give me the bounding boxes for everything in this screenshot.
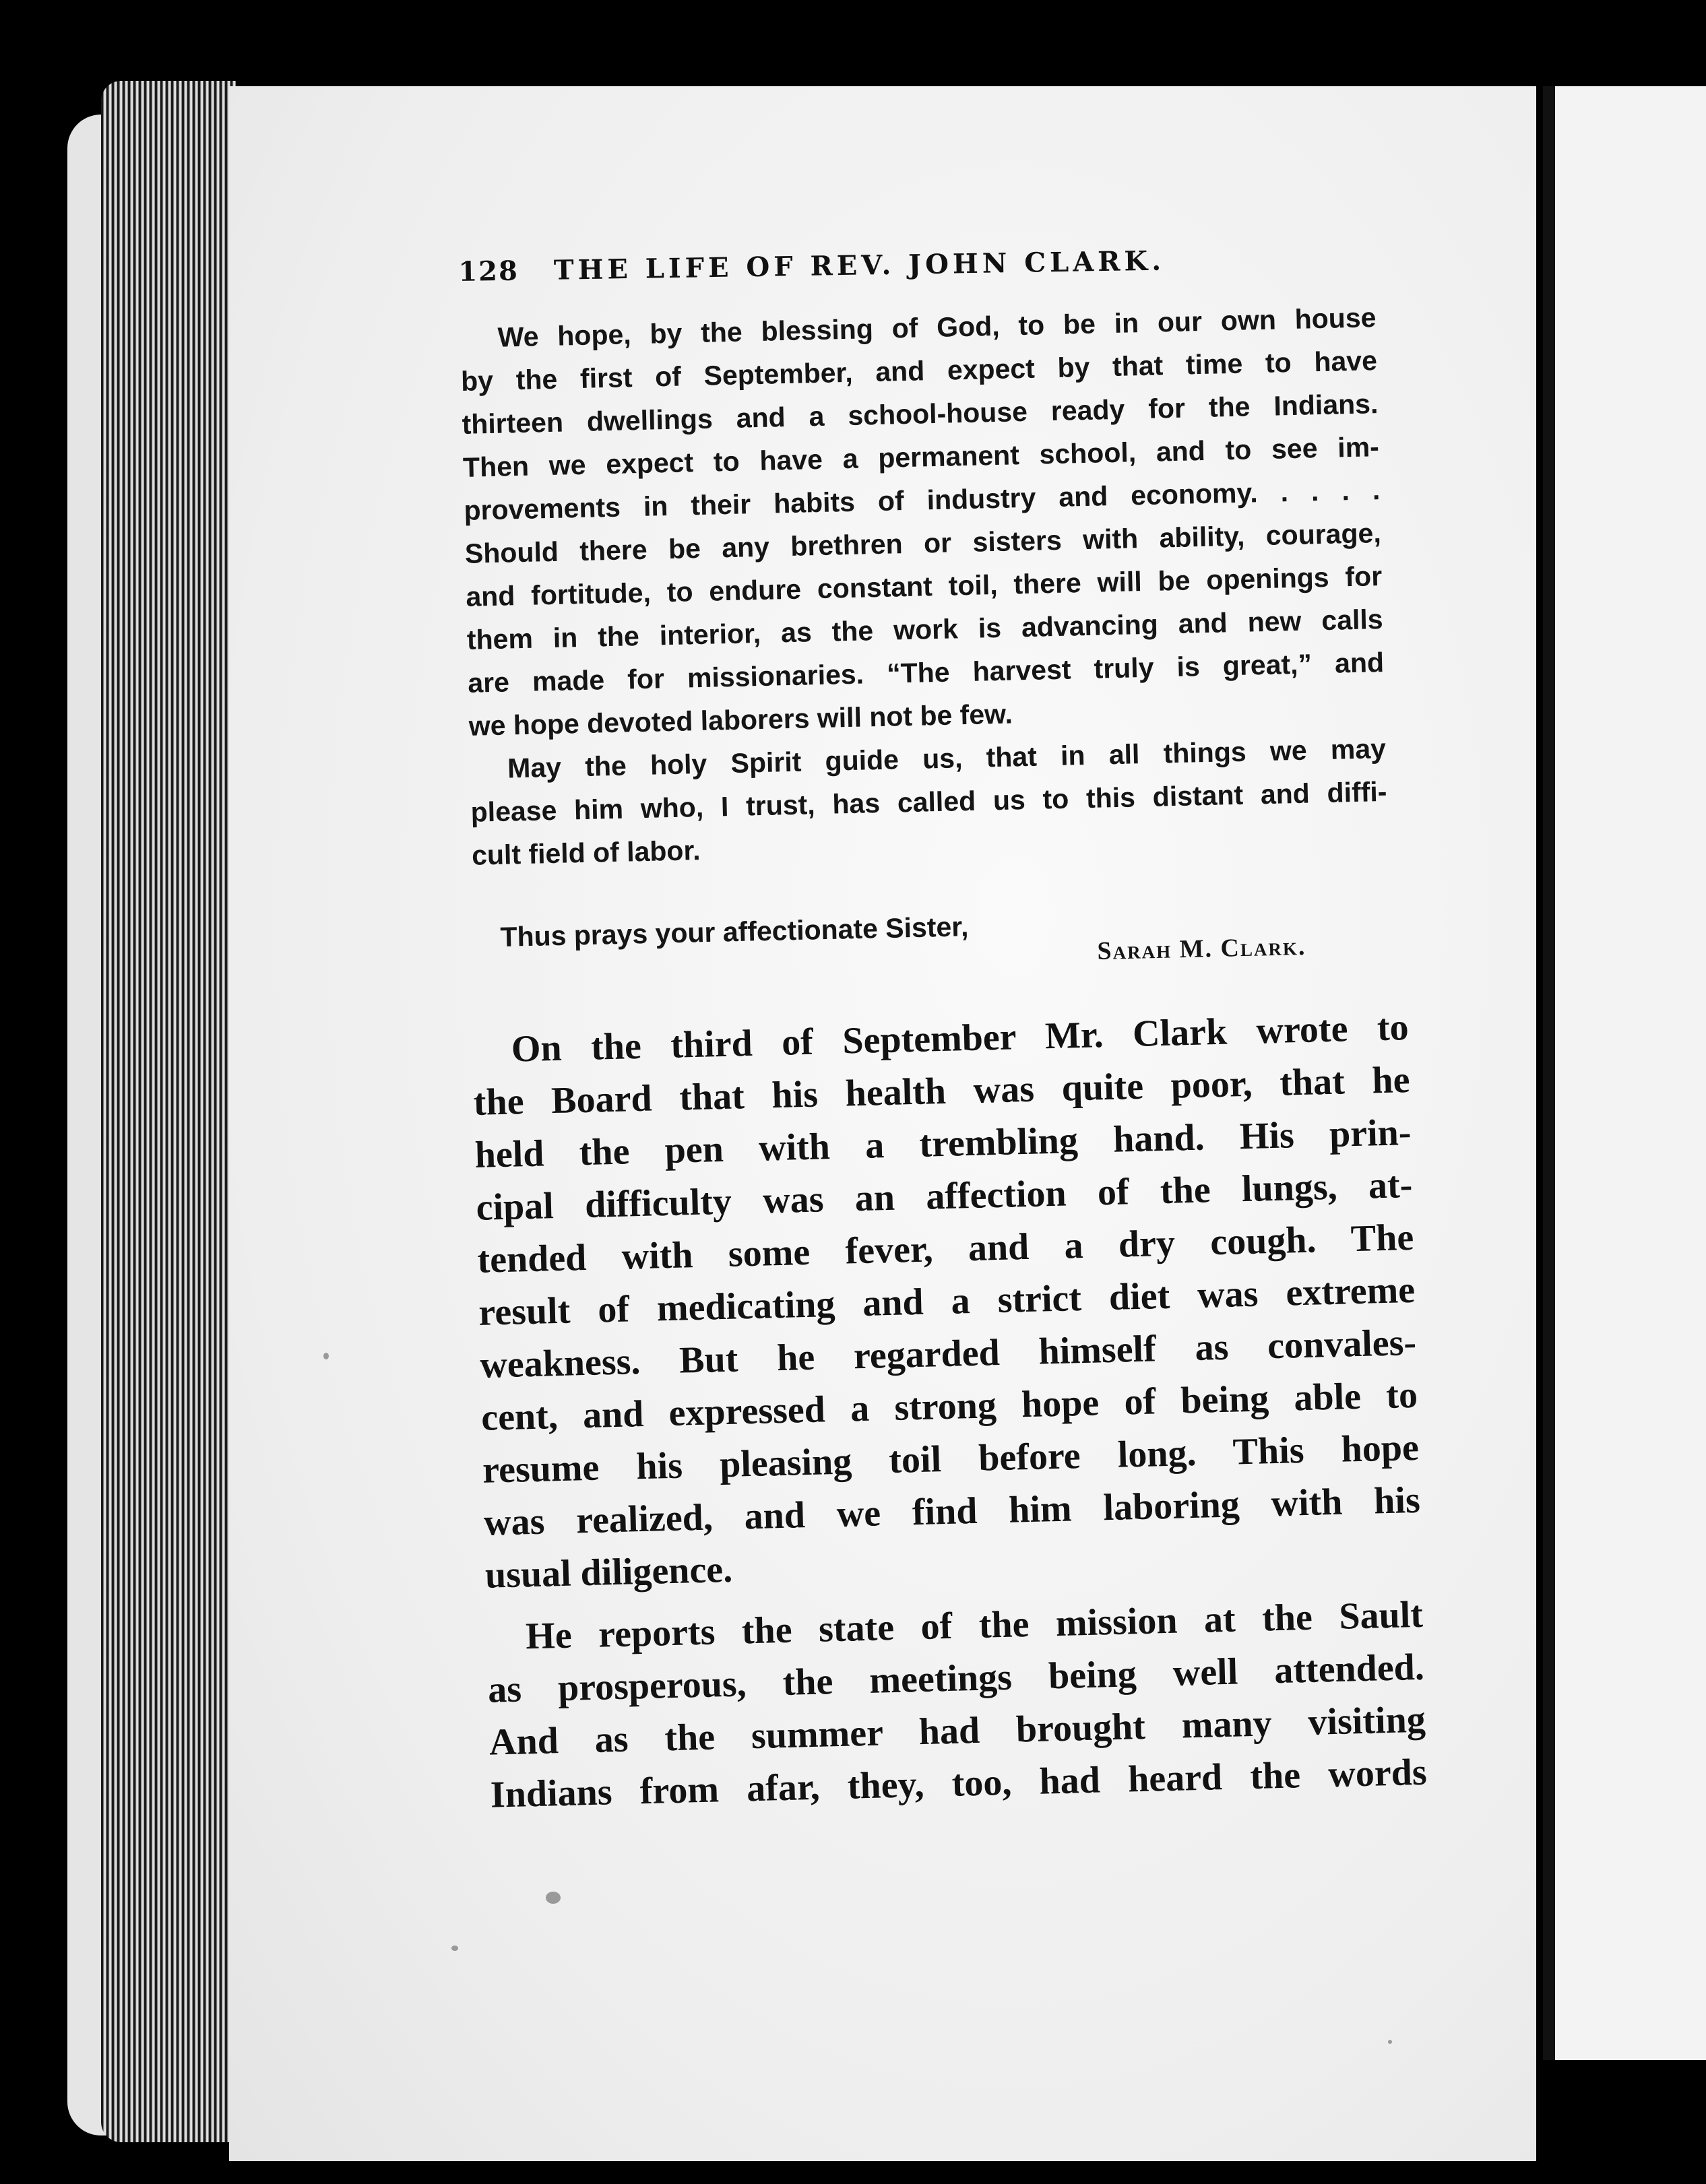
text-line: usual diligence.	[484, 1548, 733, 1597]
letter-line: Should there be any brethren or sisters with ability, courage,	[464, 517, 1382, 569]
letter-line: by the first of September, and expect by that time to have	[460, 345, 1378, 397]
text-line: And as the summer had brought many visiting	[488, 1698, 1426, 1764]
text-line: the Board that his health was quite poor, that he	[473, 1059, 1411, 1124]
page-number: 128	[458, 255, 519, 288]
letter-line: are made for missionaries. “The harvest truly is great,” and	[467, 647, 1385, 699]
letter-closing: Thus prays your affectionate Sister,	[500, 911, 969, 953]
text-line: held the pen with a trembling hand. His prin-	[474, 1111, 1412, 1176]
letter-line: We hope, by the blessing of God, to be in our own house	[497, 302, 1377, 353]
page-edges	[101, 81, 236, 2142]
text-line: weakness. But he regarded himself as convales-	[479, 1321, 1417, 1386]
letter-line: them in the interior, as the work is advancing and new calls	[466, 604, 1384, 655]
text-line: On the third of September Mr. Clark wrote to	[511, 1006, 1410, 1070]
text-line: resume his pleasing toil before long. This hope	[482, 1426, 1420, 1491]
letter-line: we hope devoted laborers will not be few.	[468, 698, 1013, 742]
text-line: He reports the state of the mission at the Sault	[525, 1593, 1424, 1658]
book-title: THE LIFE OF REV. JOHN CLARK.	[553, 245, 1166, 286]
main-text	[472, 1001, 1428, 1822]
letter-line: thirteen dwellings and a school-house ready for the Indians.	[462, 388, 1379, 440]
letter-signature: Sarah M. Clark.	[1097, 932, 1306, 965]
text-line: result of medicating and a strict diet was extreme	[478, 1268, 1416, 1334]
text-line: cent, and expressed a strong hope of being able to	[480, 1374, 1418, 1439]
letter-line: cult field of labor.	[471, 835, 701, 871]
text-line: tended with some fever, and a dry cough. The	[476, 1216, 1414, 1281]
text-line: cipal difficulty was an affection of the lungs, at-	[475, 1163, 1414, 1229]
letter-line: Then we expect to have a permanent school, and to see im-	[462, 431, 1380, 483]
letter-line: provements in their habits of industry and economy. . . . .	[464, 474, 1381, 526]
letter-line: please him who, I trust, has called us to this distant and diffi-	[470, 775, 1387, 828]
text-line: Indians from afar, they, too, had heard the words	[490, 1751, 1428, 1816]
letter-excerpt	[460, 296, 1389, 877]
facing-page-edge	[1543, 86, 1706, 2060]
text-line: as prosperous, the meetings being well attended.	[487, 1646, 1425, 1711]
text-line: was realized, and we find him laboring with his	[483, 1479, 1421, 1544]
letter-line: and fortitude, to endure constant toil, there will be openings for	[465, 560, 1383, 612]
letter-line: May the holy Spirit guide us, that in all things we may	[507, 732, 1387, 784]
